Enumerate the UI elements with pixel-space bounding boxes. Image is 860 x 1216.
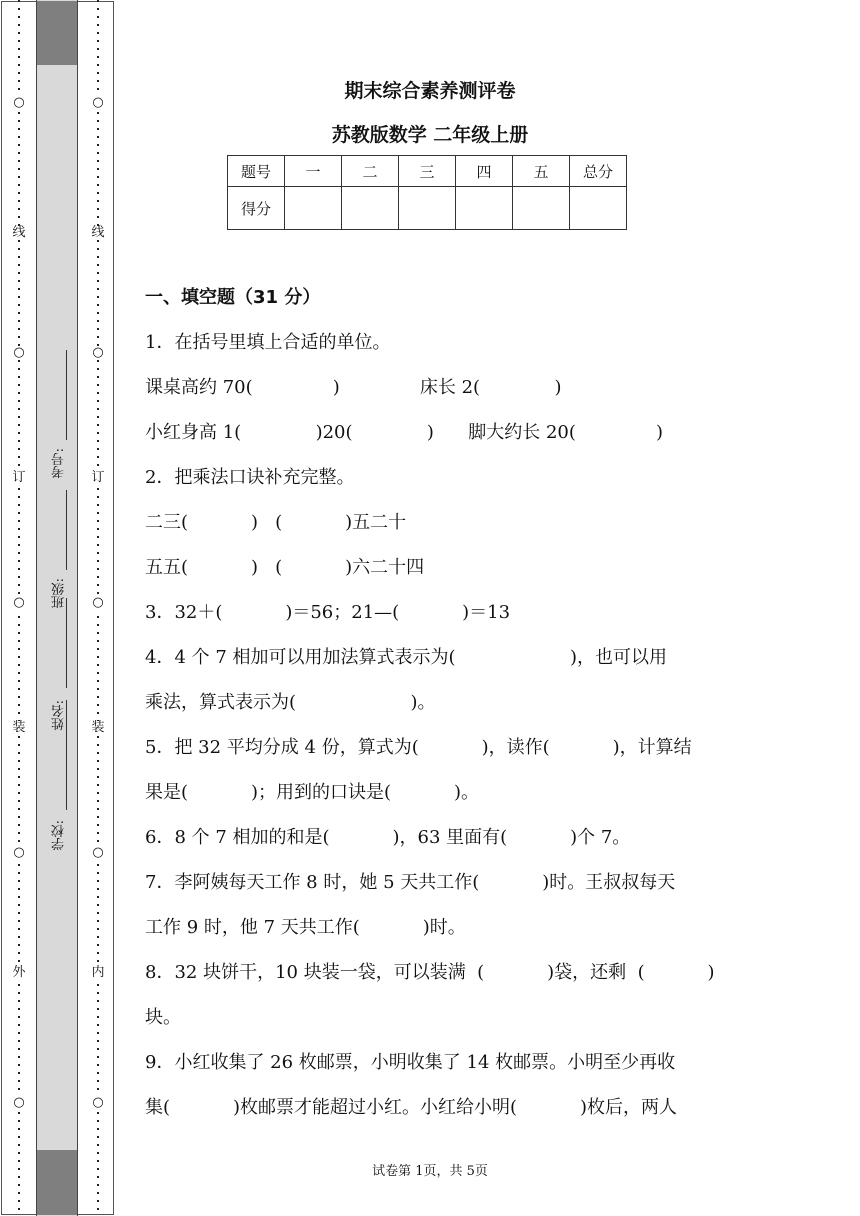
score-cell[interactable] <box>285 187 342 230</box>
score-cell[interactable] <box>513 187 570 230</box>
binding-top-block <box>37 1 77 65</box>
score-header-cell: 五 <box>513 156 570 187</box>
score-header-cell: 四 <box>456 156 513 187</box>
exam-subtitle: 苏教版数学 二年级上册 <box>331 124 529 146</box>
score-cell[interactable] <box>399 187 456 230</box>
question-line: 乘法，算式表示为( )。 <box>145 692 436 713</box>
score-cell[interactable] <box>456 187 513 230</box>
question-line: 工作 9 时，他 7 天共工作( )时。 <box>145 917 466 938</box>
field-examno-line[interactable] <box>66 350 67 440</box>
field-name-label: 姓名: <box>52 700 67 731</box>
outer-margin-mark: 线 <box>9 226 29 240</box>
question-line: 果是( )；用到的口诀是( )。 <box>145 782 479 803</box>
outer-margin-mark: ○ <box>9 346 29 360</box>
question-line: 五五( ) ( )六二十四 <box>145 557 425 578</box>
outer-margin-mark: 装 <box>9 721 29 735</box>
score-table <box>227 155 627 230</box>
score-header-cell: 三 <box>399 156 456 187</box>
question-line: 4．4 个 7 相加可以用加法算式表示为( )，也可以用 <box>145 647 667 668</box>
outer-margin-mark: ○ <box>9 596 29 610</box>
question-line: 9．小红收集了 26 枚邮票，小明收集了 14 枚邮票。小明至少再收 <box>145 1052 676 1073</box>
score-header-cell: 题号 <box>228 156 285 187</box>
question-line: 3．32＋( )＝56；21—( )＝13 <box>145 602 511 623</box>
outer-margin-mark: ○ <box>9 96 29 110</box>
inner-margin-mark: 内 <box>88 966 108 980</box>
outer-margin-mark: ○ <box>9 846 29 860</box>
field-school-label: 学校: <box>52 820 67 851</box>
outer-margin-mark: ○ <box>9 1096 29 1110</box>
inner-margin-mark: ○ <box>88 846 108 860</box>
score-header-cell: 总分 <box>570 156 627 187</box>
exam-title: 期末综合素养测评卷 <box>344 80 516 102</box>
question-line: 6．8 个 7 相加的和是( )，63 里面有( )个 7。 <box>145 827 631 848</box>
question-line: 集( )枚邮票才能超过小红。小红给小明( )枚后，两人 <box>145 1097 677 1118</box>
score-cell[interactable] <box>570 187 627 230</box>
inner-margin-mark: ○ <box>88 596 108 610</box>
inner-margin-mark: ○ <box>88 96 108 110</box>
section-heading: 一、填空题（31 分） <box>145 287 321 308</box>
outer-margin-mark: 订 <box>9 471 29 485</box>
score-cell[interactable] <box>342 187 399 230</box>
question-line: 二三( ) ( )五二十 <box>145 512 407 533</box>
inner-margin-mark: ○ <box>88 1096 108 1110</box>
score-header-cell: 二 <box>342 156 399 187</box>
question-line: 8．32 块饼干，10 块装一袋，可以装满 ( )袋，还剩 ( ) <box>145 962 715 983</box>
score-header-cell: 一 <box>285 156 342 187</box>
field-examno-label: 考号: <box>52 448 67 479</box>
inner-margin-mark: 装 <box>88 721 108 735</box>
question-line: 5．把 32 平均分成 4 份，算式为( )，读作( )，计算结 <box>145 737 692 758</box>
question-line: 1．在括号里填上合适的单位。 <box>145 332 391 353</box>
inner-margin-mark: ○ <box>88 346 108 360</box>
page-footer: 试卷第 1页，共 5页 <box>372 1164 488 1179</box>
field-class-line[interactable] <box>66 490 67 570</box>
outer-margin-mark: 外 <box>9 966 29 980</box>
inner-margin-mark: 线 <box>88 226 108 240</box>
field-class-label: 班级: <box>52 578 67 609</box>
question-line: 课桌高约 70( ) 床长 2( ) <box>145 377 562 398</box>
question-line: 块。 <box>145 1007 181 1028</box>
inner-margin-mark: 订 <box>88 471 108 485</box>
field-name-line[interactable] <box>66 598 67 688</box>
question-line: 小红身高 1( )20( ) 脚大约长 20( ) <box>145 422 664 443</box>
score-row-label: 得分 <box>228 187 285 230</box>
question-line: 2．把乘法口诀补充完整。 <box>145 467 355 488</box>
question-line: 7．李阿姨每天工作 8 时，她 5 天共工作( )时。王叔叔每天 <box>145 872 676 893</box>
